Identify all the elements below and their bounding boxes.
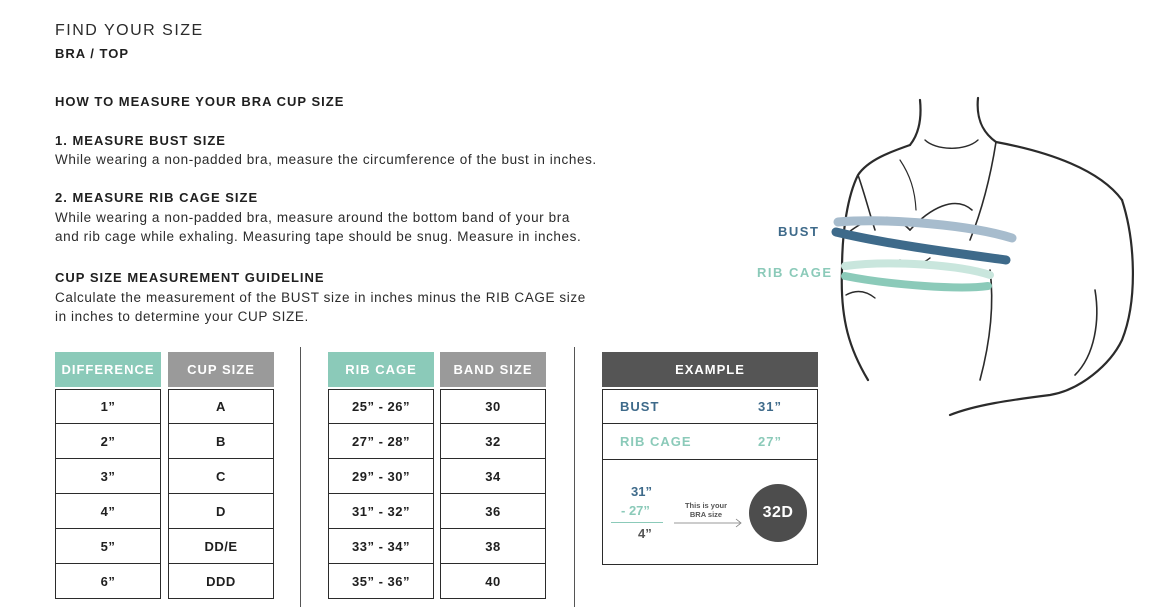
example-rib-value: 27” xyxy=(758,434,782,449)
table-cell: 25” - 26” xyxy=(328,389,434,424)
step2-text-line2: and rib cage while exhaling. Measuring tape should be snug. Measure in inches. xyxy=(55,229,582,244)
table-cell: 40 xyxy=(440,564,546,599)
table-cell: 38 xyxy=(440,529,546,564)
page-title: FIND YOUR SIZE xyxy=(55,22,204,39)
guideline-heading: CUP SIZE MEASUREMENT GUIDELINE xyxy=(55,270,325,285)
table-cell: 33” - 34” xyxy=(328,529,434,564)
table-cell: 30 xyxy=(440,389,546,424)
table-cell: 29” - 30” xyxy=(328,459,434,494)
table-cell: B xyxy=(168,424,274,459)
table-cell: 35” - 36” xyxy=(328,564,434,599)
table-cell: 27” - 28” xyxy=(328,424,434,459)
table-cell: DD/E xyxy=(168,529,274,564)
arrow-right-icon xyxy=(674,518,744,528)
table-cell: 4” xyxy=(55,494,161,529)
table-cell: 2” xyxy=(55,424,161,459)
step2-text-line1: While wearing a non-padded bra, measure around the bottom band of your bra xyxy=(55,210,570,225)
cup-size-column xyxy=(168,352,274,599)
table-cell: A xyxy=(168,389,274,424)
step2-heading: 2. MEASURE RIB CAGE SIZE xyxy=(55,190,259,205)
calc-line xyxy=(611,522,663,523)
example-calculation xyxy=(602,460,818,565)
column-divider xyxy=(300,347,301,607)
table-cell: 34 xyxy=(440,459,546,494)
calc-rib: - 27” xyxy=(621,503,650,518)
step1-text: While wearing a non-padded bra, measure the circumference of the bust in inches. xyxy=(55,152,597,167)
band-size-column xyxy=(440,352,546,599)
step1-heading: 1. MEASURE BUST SIZE xyxy=(55,133,226,148)
how-to-measure-heading: HOW TO MEASURE YOUR BRA CUP SIZE xyxy=(55,94,345,109)
table-cell: D xyxy=(168,494,274,529)
table-cell: 1” xyxy=(55,389,161,424)
bra-size-result-badge: 32D xyxy=(749,484,807,542)
difference-header: DIFFERENCE xyxy=(55,352,161,387)
table-cell: 3” xyxy=(55,459,161,494)
table-cell: C xyxy=(168,459,274,494)
table-cell: 31” - 32” xyxy=(328,494,434,529)
table-cell: DDD xyxy=(168,564,274,599)
example-bust-value: 31” xyxy=(758,399,782,414)
figure-bust-label: BUST xyxy=(778,224,820,239)
guideline-text-line1: Calculate the measurement of the BUST size in inches minus the RIB CAGE size xyxy=(55,290,586,305)
difference-column xyxy=(55,352,161,599)
table-cell: 5” xyxy=(55,529,161,564)
cup-size-header: CUP SIZE xyxy=(168,352,274,387)
example-bust-label: BUST xyxy=(620,399,660,414)
calc-bust: 31” xyxy=(631,484,652,499)
bra-size-note xyxy=(677,501,735,519)
bra-size-note-line1: This is your xyxy=(684,501,728,510)
column-divider xyxy=(574,347,575,607)
band-size-header: BAND SIZE xyxy=(440,352,546,387)
table-cell: 6” xyxy=(55,564,161,599)
figure-rib-cage-label: RIB CAGE xyxy=(757,265,833,280)
example-header: EXAMPLE xyxy=(602,352,818,387)
rib-cage-header: RIB CAGE xyxy=(328,352,434,387)
bra-size-note-line2: BRA size xyxy=(689,510,723,519)
calc-result: 4” xyxy=(638,526,652,541)
example-rib-label: RIB CAGE xyxy=(620,434,692,449)
guideline-text-line2: in inches to determine your CUP SIZE. xyxy=(55,309,309,324)
table-cell: 32 xyxy=(440,424,546,459)
table-cell: 36 xyxy=(440,494,546,529)
page-subtitle: BRA / TOP xyxy=(55,46,130,61)
rib-cage-column xyxy=(328,352,434,599)
